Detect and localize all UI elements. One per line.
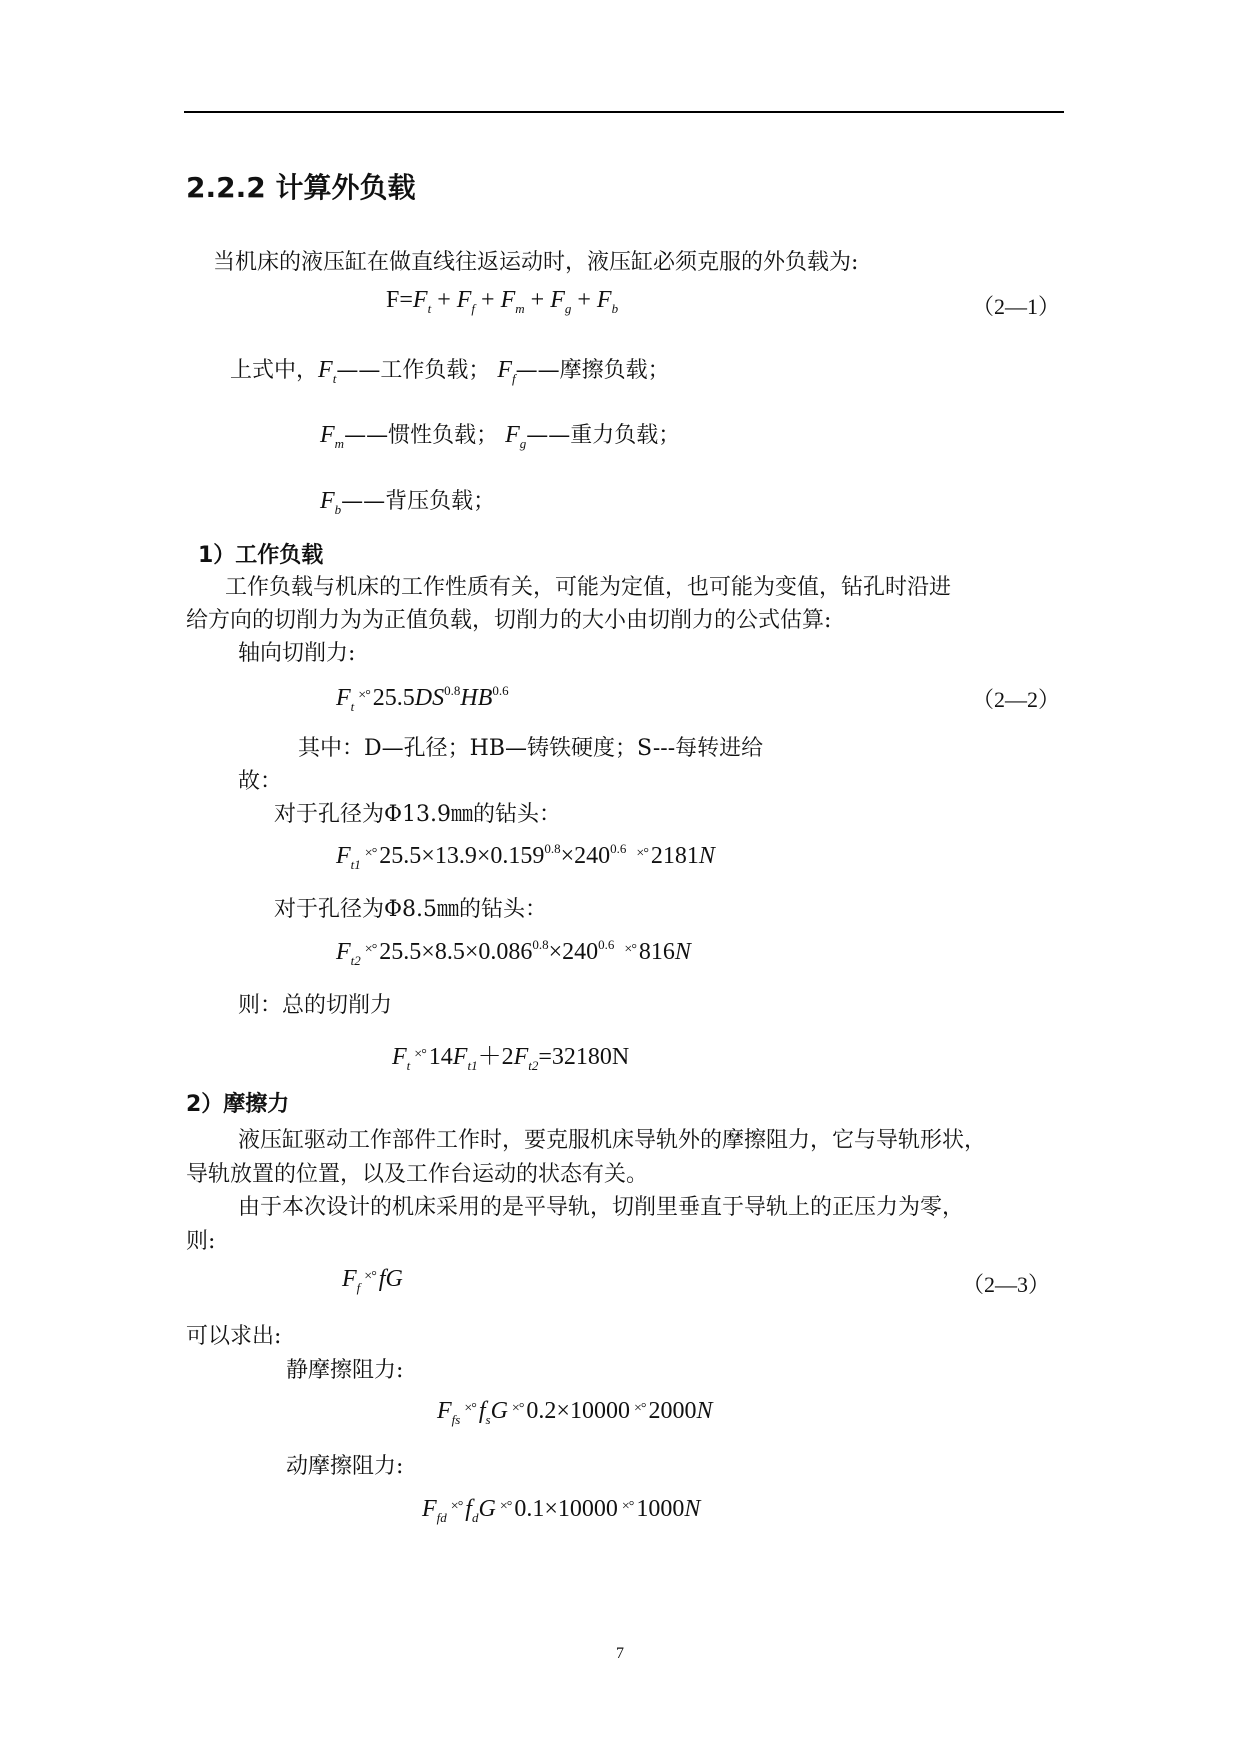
definition-line-3: $F_b——$背压负载； (320, 488, 496, 517)
equation-total: $F_t^{\times^\circ}$ $14F_{t1}+2F_{t2}=32180N$ (392, 1044, 630, 1073)
variable-note: 其中：D—孔径；HB—铸铁硬度；S---每转进给 (298, 736, 764, 761)
paragraph-2-line-2: 导轨放置的位置，以及工作台运动的状态有关。 (186, 1162, 649, 1187)
equation-number-2-1: （2—1） (972, 294, 1061, 319)
therefore-label: 故： (238, 769, 283, 794)
dynamic-friction-label: 动摩擦阻力: (286, 1454, 404, 1479)
paragraph-3-line-1: 由于本次设计的机床采用的是平导轨，切削里垂直于导轨上的正压力为零， (238, 1195, 965, 1220)
definition-line-2: $F_m——$惯性负载； $F_g——$重力负载； (320, 422, 681, 451)
intro-paragraph: 当机床的液压缸在做直线往返运动时，液压缸必须克服的外负载为: (213, 250, 859, 275)
equation-2-1: $F=F_t + F_f + F_m + F_g + F_b$ (386, 287, 619, 316)
equation-2-2: $F_t^{\times^\circ}$ $25.5DS^{0.8}HB^{0.6}$ (336, 683, 509, 714)
equation-number-2-3: （2—3） (962, 1272, 1051, 1297)
subsection-title-1: 1）工作负载 (198, 543, 324, 568)
paragraph-1-line-1: 工作负载与机床的工作性质有关，可能为定值，也可能为变值，钻孔时沿进 (225, 575, 952, 600)
equation-ft1: $F_{t1}^{\times^\circ}$ $25.5\times 13.9\times 0.159^{0.8}\times 240^{0.6}$ ×° 2181N (336, 841, 715, 872)
drill-2-label: 对于孔径为Φ8.5㎜的钻头： (274, 897, 548, 922)
total-force-label: 则：总的切削力 (238, 993, 393, 1018)
equation-static-friction: $F_{fs}^{\times^\circ}$ $f_sG$ ×° 0.2×10000 ×° 2000N (437, 1398, 713, 1427)
axial-force-label: 轴向切削力: (238, 641, 356, 666)
paragraph-1-line-2: 给方向的切削力为为正值负载，切削力的大小由切削力的公式估算: (186, 608, 832, 633)
page-number: 7 (616, 1645, 624, 1662)
paragraph-3-line-2: 则: (186, 1229, 216, 1254)
paragraph-2-line-1: 液压缸驱动工作部件工作时，要克服机床导轨外的摩擦阻力，它与导轨形状， (238, 1128, 987, 1153)
drill-1-label: 对于孔径为Φ13.9㎜的钻头： (274, 802, 562, 827)
equation-ft2: $F_{t2}^{\times^\circ}$ $25.5\times 8.5\times 0.086^{0.8}\times 240^{0.6}$ ×° 816N (336, 937, 691, 968)
equation-2-3: $F_f^{\times^\circ}$ fG (342, 1266, 403, 1295)
static-friction-label: 静摩擦阻力: (286, 1358, 404, 1383)
header-rule (184, 111, 1064, 113)
equation-dynamic-friction: $F_{fd}^{\times^\circ}$ $f_dG$ ×° 0.1×10000 ×° 1000N (422, 1496, 701, 1525)
subsection-title-2: 2）摩擦力 (186, 1092, 290, 1117)
definition-line-1: 上式中，$F_t——$工作负载； $F_f——$摩擦负载； (230, 357, 670, 386)
section-title: 2.2.2 计算外负载 (186, 171, 416, 204)
equation-number-2-2: （2—2） (972, 687, 1061, 712)
solve-label: 可以求出: (186, 1324, 282, 1349)
